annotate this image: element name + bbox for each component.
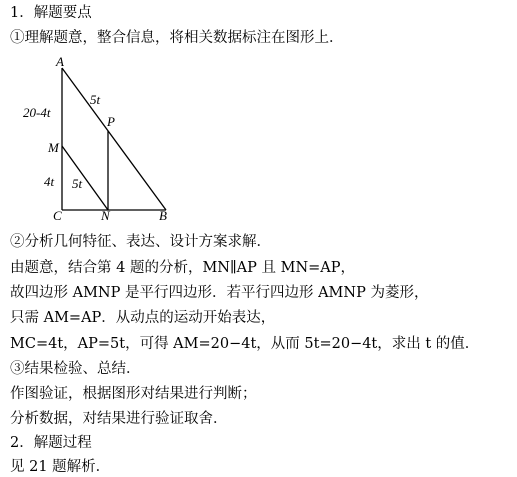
step-2-text: ②分析几何特征、表达、设计方案求解．: [10, 234, 271, 250]
step-3-text: ③结果检验、总结．: [10, 361, 141, 377]
check-line-1: 作图验证，根据图形对结果进行判断；: [10, 386, 257, 402]
length-label-AP: 5t: [90, 92, 101, 107]
check-line-2: 分析数据，对结果进行验证取舍．: [10, 411, 228, 427]
point-label-N: N: [101, 208, 110, 223]
segment-MN: [62, 146, 108, 210]
analysis-line-3: 只需 AM=AP．从动点的运动开始表达，: [10, 310, 276, 326]
section-heading-key-points: 1．解题要点: [10, 5, 92, 21]
step-1-text: ①理解题意，整合信息，将相关数据标注在图形上．: [10, 30, 344, 46]
length-label-MC: 4t: [44, 174, 55, 189]
point-label-B: B: [159, 208, 167, 223]
process-text: 见 21 题解析．: [10, 459, 111, 475]
analysis-line-1: 由题意，结合第 4 题的分析，MN∥AP 且 MN=AP，: [10, 260, 356, 276]
length-label-MN: 5t: [72, 176, 83, 191]
analysis-line-4: MC=4t，AP=5t，可得 AM=20−4t，从而 5t=20−4t，求出 t 的值．: [10, 336, 480, 352]
analysis-line-2: 故四边形 AMNP 是平行四边形．若平行四边形 AMNP 为菱形，: [10, 285, 429, 301]
point-label-M: M: [48, 140, 59, 155]
geometry-figure: [20, 52, 180, 224]
point-label-A: A: [56, 54, 64, 69]
point-label-P: P: [107, 114, 115, 129]
length-label-AM: 20-4t: [23, 105, 51, 120]
point-label-C: C: [53, 208, 62, 223]
section-heading-process: 2．解题过程: [10, 435, 92, 451]
